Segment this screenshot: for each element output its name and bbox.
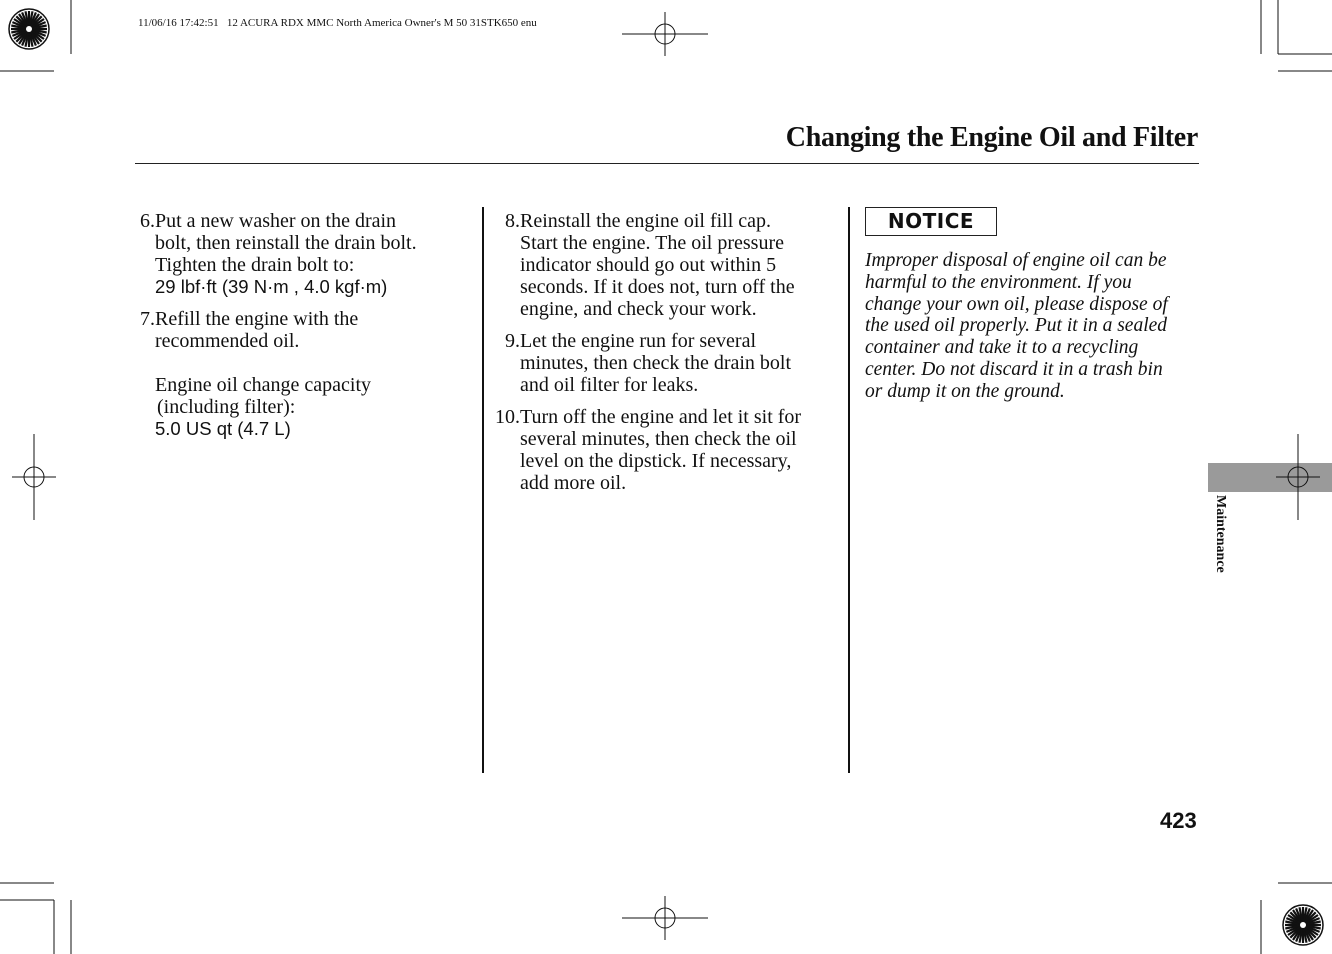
step-text-line: Turn off the engine and let it sit for	[520, 406, 802, 428]
oil-capacity-block	[155, 374, 465, 440]
section-label: Maintenance	[1213, 495, 1228, 573]
notice-line: or dump it on the ground.	[865, 380, 1065, 402]
column-divider	[482, 207, 484, 773]
step-text-line: indicator should go out within 5	[520, 254, 777, 276]
step-8	[488, 210, 838, 320]
capacity-spec: 5.0 US qt (4.7 L)	[155, 418, 291, 439]
title-divider	[135, 163, 1199, 164]
notice-line: center. Do not discard it in a trash bin	[865, 358, 1163, 380]
notice-line: change your own oil, please dispose of	[865, 293, 1168, 315]
notice-badge: NOTICE	[865, 207, 997, 236]
notice-line: Improper disposal of engine oil can be	[865, 250, 1167, 271]
step-number: 8.	[505, 210, 520, 232]
step-text-line: Start the engine. The oil pressure	[520, 232, 785, 254]
capacity-label: Engine oil change capacity	[155, 374, 372, 396]
step-text-line: add more oil.	[520, 472, 627, 494]
instructions-column-1	[135, 210, 465, 440]
step-text-line: Put a new washer on the drain	[155, 210, 397, 232]
step-number: 9.	[505, 330, 520, 352]
step-number: 10.	[495, 406, 520, 428]
step-text-line: engine, and check your work.	[520, 298, 757, 320]
column-divider	[848, 207, 850, 773]
step-7	[135, 308, 465, 352]
step-text-line: Tighten the drain bolt to:	[155, 254, 355, 276]
step-text-line: seconds. If it does not, turn off the	[520, 276, 795, 298]
section-tab	[1208, 463, 1332, 492]
notice-line: container and take it to a recycling	[865, 337, 1139, 359]
step-text-line: several minutes, then check the oil	[520, 428, 797, 450]
step-text-line: minutes, then check the drain bolt	[520, 352, 792, 374]
step-text-line: level on the dipstick. If necessary,	[520, 450, 792, 472]
step-text-line: Let the engine run for several	[520, 330, 757, 352]
step-6	[135, 210, 465, 298]
instructions-column-2	[488, 210, 838, 504]
step-9	[488, 330, 838, 396]
page-title: Changing the Engine Oil and Filter	[785, 122, 1198, 153]
step-text-line: Refill the engine with the	[155, 308, 359, 330]
page-number: 423	[1160, 808, 1197, 833]
print-job-header: 11/06/16 17:42:51 12 ACURA RDX MMC North America Owner's M 50 31STK650 enu	[138, 17, 537, 29]
step-number: 7.	[140, 308, 155, 330]
step-text-line: recommended oil.	[155, 330, 300, 352]
step-number: 6.	[140, 210, 155, 232]
step-text-line: Reinstall the engine oil fill cap.	[520, 210, 772, 232]
notice-line: harmful to the environment. If you	[865, 271, 1132, 293]
step-text-line: bolt, then reinstall the drain bolt.	[155, 232, 417, 254]
notice-text	[865, 250, 1195, 403]
step-text-line: and oil filter for leaks.	[520, 374, 699, 396]
step-10	[488, 406, 838, 494]
torque-spec: 29 lbf·ft (39 N·m , 4.0 kgf·m)	[155, 276, 388, 297]
notice-column	[865, 207, 1195, 403]
capacity-label-note: (including filter):	[157, 396, 296, 418]
notice-line: the used oil properly. Put it in a sealed	[865, 315, 1168, 337]
